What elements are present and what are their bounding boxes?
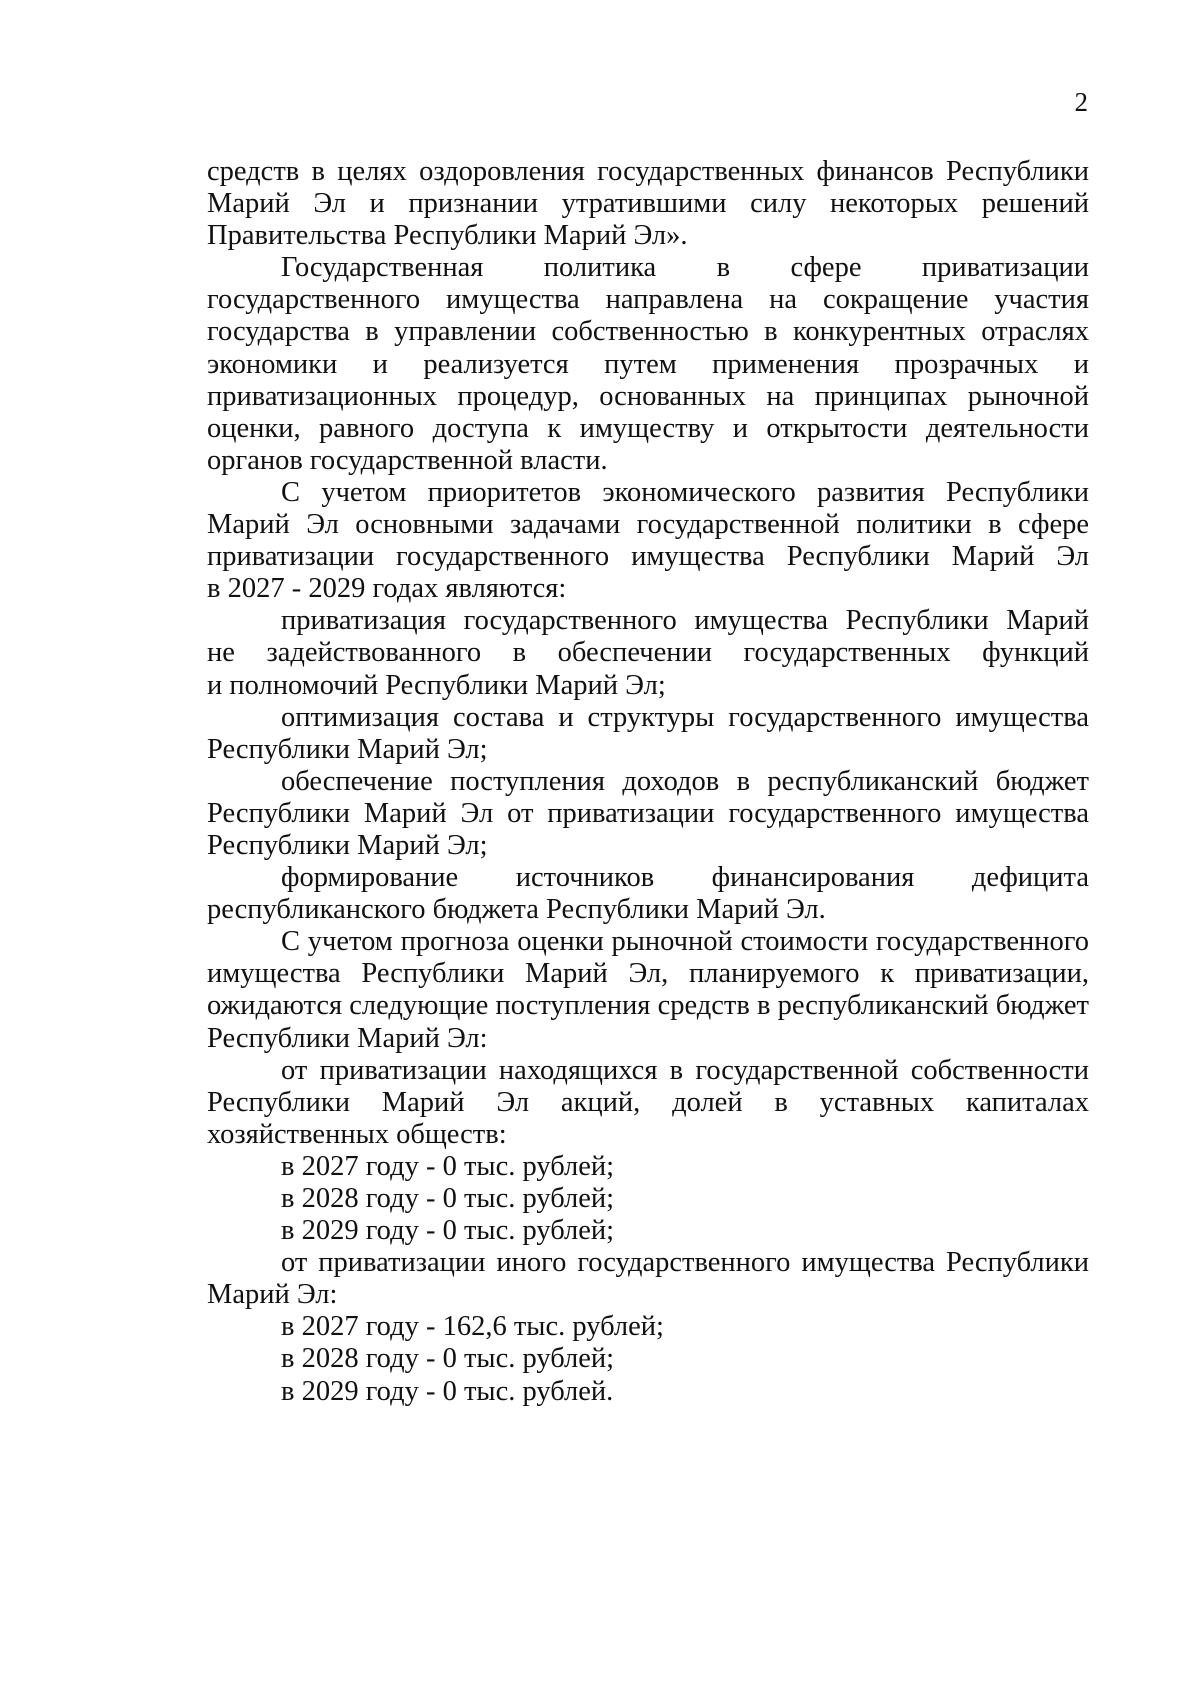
text-line: приватизационных процедур, основанных на принципах рыночной bbox=[207, 380, 1089, 412]
text-line: Республики Марий Эл от приватизации государственного имущества bbox=[207, 797, 1089, 829]
text-line: Республики Марий Эл; bbox=[207, 829, 488, 861]
text-line: оценки, равного доступа к имуществу и открытости деятельности bbox=[207, 412, 1089, 444]
text-line: Марий Эл и признании утратившими силу некоторых решений bbox=[207, 188, 1089, 220]
paragraph-p9 bbox=[207, 1151, 1089, 1183]
text-line: Республики Марий Эл: bbox=[207, 1022, 488, 1054]
text-line: С учетом прогноза оценки рыночной стоимости государственного bbox=[281, 926, 1089, 958]
paragraph-p10 bbox=[207, 1183, 1089, 1215]
paragraph-p2 bbox=[207, 477, 1089, 605]
text-line: Правительства Республики Марий Эл». bbox=[207, 220, 688, 252]
paragraph-p13 bbox=[207, 1311, 1089, 1343]
text-line: государственного имущества направлена на сокращение участия bbox=[207, 284, 1089, 316]
paragraph-p15 bbox=[207, 1376, 1089, 1408]
text-line: Марий Эл: bbox=[207, 1279, 338, 1311]
text-line: в 2027 - 2029 годах являются: bbox=[207, 573, 567, 605]
paragraph-p1 bbox=[207, 252, 1089, 477]
paragraph-p12 bbox=[207, 1247, 1089, 1311]
text-line: формирование источников финансирования дефицита bbox=[281, 862, 1089, 894]
text-line: республиканского бюджета Республики Марий Эл. bbox=[207, 894, 826, 926]
text-line: от приватизации находящихся в государственной собственности bbox=[281, 1054, 1089, 1086]
document-body bbox=[207, 156, 1089, 1408]
paragraph-p3 bbox=[207, 605, 1089, 701]
text-line: в 2027 году - 162,6 тыс. рублей; bbox=[281, 1311, 664, 1343]
text-line: ожидаются следующие поступления средств в республиканский бюджет bbox=[207, 990, 1089, 1022]
text-line: в 2029 году - 0 тыс. рублей; bbox=[281, 1215, 615, 1247]
text-line: Республики Марий Эл; bbox=[207, 733, 488, 765]
text-line: Марий Эл основными задачами государственной политики в сфере bbox=[207, 509, 1089, 541]
text-line: средств в целях оздоровления государственных финансов Республики bbox=[207, 156, 1089, 187]
text-line: приватизация государственного имущества Республики Марий bbox=[281, 605, 1089, 637]
text-line: С учетом приоритетов экономического развития Республики bbox=[281, 476, 1089, 508]
paragraph-p0 bbox=[207, 156, 1089, 252]
text-line: в 2027 году - 0 тыс. рублей; bbox=[281, 1150, 615, 1182]
page-number: 2 bbox=[1074, 87, 1088, 117]
text-line: Государственная политика в сфере приватизации bbox=[281, 252, 1089, 284]
text-line: и полномочий Республики Марий Эл; bbox=[207, 669, 666, 701]
text-line: хозяйственных обществ: bbox=[207, 1118, 507, 1150]
paragraph-p8 bbox=[207, 1055, 1089, 1151]
text-line: в 2029 году - 0 тыс. рублей. bbox=[281, 1375, 614, 1407]
text-line: в 2028 году - 0 тыс. рублей; bbox=[281, 1183, 615, 1214]
text-line: не задействованного в обеспечении государственных функций bbox=[207, 637, 1089, 669]
paragraph-p14 bbox=[207, 1343, 1089, 1375]
paragraph-p6 bbox=[207, 862, 1089, 926]
text-line: от приватизации иного государственного имущества Республики bbox=[281, 1247, 1089, 1279]
text-line: приватизации государственного имущества Республики Марий Эл bbox=[207, 541, 1089, 573]
text-line: обеспечение поступления доходов в республиканский бюджет bbox=[281, 765, 1089, 797]
text-line: государства в управлении собственностью в конкурентных отраслях bbox=[207, 316, 1089, 348]
text-line: оптимизация состава и структуры государственного имущества bbox=[281, 701, 1089, 733]
paragraph-p5 bbox=[207, 766, 1089, 862]
text-line: экономики и реализуется путем применения прозрачных и bbox=[207, 348, 1089, 380]
paragraph-p4 bbox=[207, 702, 1089, 766]
paragraph-p7 bbox=[207, 926, 1089, 1054]
text-line: в 2028 году - 0 тыс. рублей; bbox=[281, 1343, 615, 1375]
paragraph-p11 bbox=[207, 1215, 1089, 1247]
text-line: органов государственной власти. bbox=[207, 444, 608, 476]
text-line: имущества Республики Марий Эл, планируемого к приватизации, bbox=[207, 958, 1089, 990]
text-line: Республики Марий Эл акций, долей в уставных капиталах bbox=[207, 1086, 1089, 1118]
